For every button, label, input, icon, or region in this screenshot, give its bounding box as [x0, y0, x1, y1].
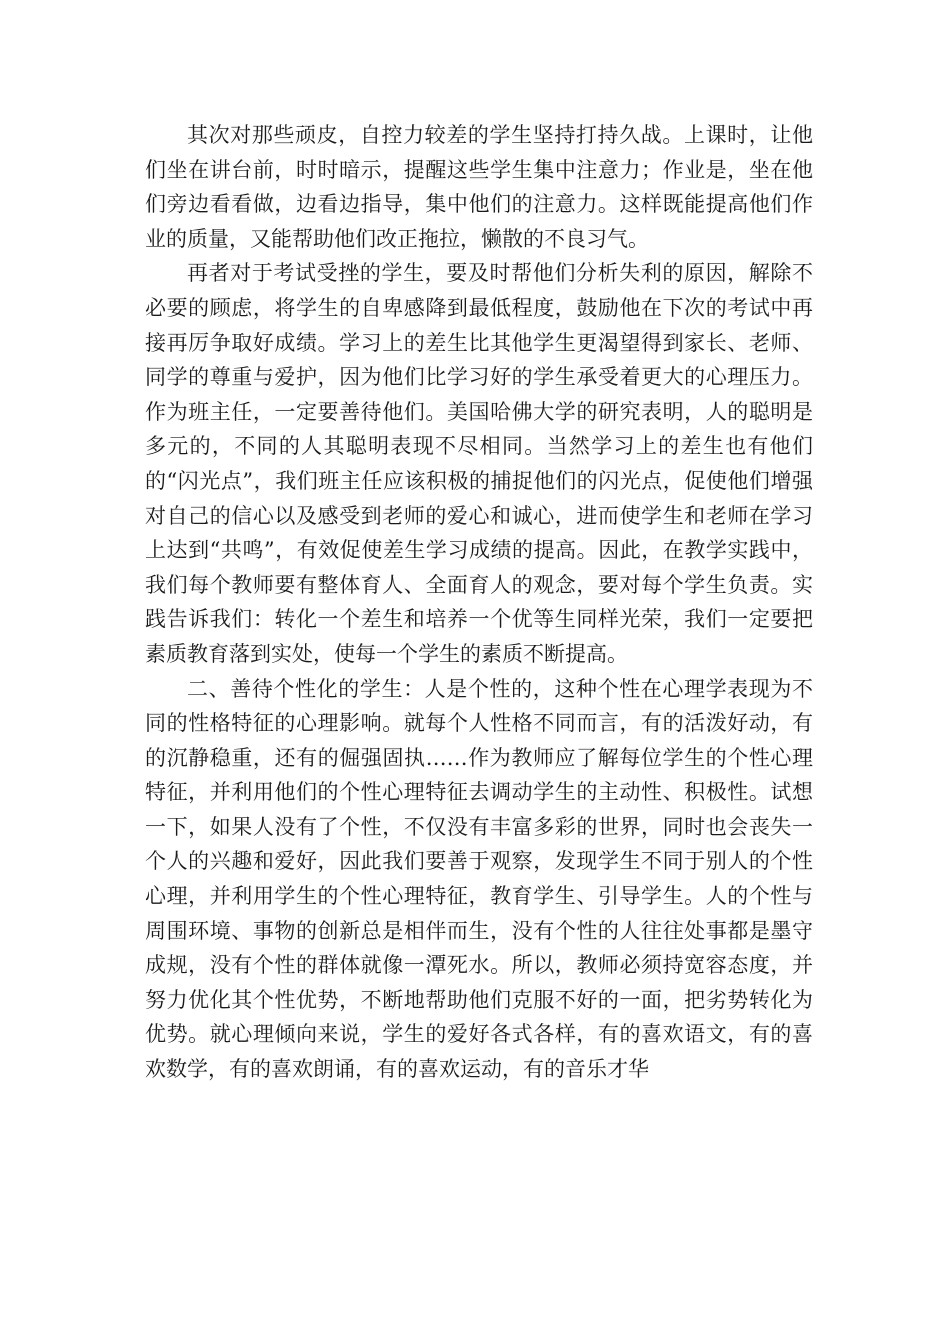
document-body — [145, 118, 813, 1087]
paragraph-individualized-students: 二、善待个性化的学生：人是个性的，这种个性在心理学表现为不同的性格特征的心理影响。就每个人性格不同而言，有的活泼好动，有的沉静稳重，还有的倔强固执……作为教师应了解每位学生的个性心理特征，并利用他们的个性心理特征去调动学生的主动性、积极性。试想一下，如果人没有了个性，不仅没有丰富多彩的世界，同时也会丧失一个人的兴趣和爱好，因此我们要善于观察，发现学生不同于别人的个性心理，并利用学生的个性心理特征，教育学生、引导学生。人的个性与周围环境、事物的创新总是相伴而生，没有个性的人往往处事都是墨守成规，没有个性的群体就像一潭死水。所以，教师必须持宽容态度，并努力优化其个性优势，不断地帮助他们克服不好的一面，把劣势转化为优势。就心理倾向来说，学生的爱好各式各样，有的喜欢语文，有的喜欢数学，有的喜欢朗诵，有的喜欢运动，有的音乐才华 — [145, 676, 813, 1082]
paragraph-persistent-students: 其次对那些顽皮，自控力较差的学生坚持打持久战。上课时，让他们坐在讲台前，时时暗示，提醒这些学生集中注意力；作业是，坐在他们旁边看看做，边看边指导，集中他们的注意力。这样既能提高他们作业的质量，又能帮助他们改正拖拉，懒散的不良习气。 — [145, 123, 813, 251]
paragraph-exam-setback-students: 再者对于考试受挫的学生，要及时帮他们分析失利的原因，解除不必要的顾虑，将学生的自卑感降到最低程度，鼓励他在下次的考试中再接再厉争取好成绩。学习上的差生比其他学生更渴望得到家长、老师、同学的尊重与爱护，因为他们比学习好的学生承受着更大的心理压力。作为班主任，一定要善待他们。美国哈佛大学的研究表明，人的聪明是多元的，不同的人其聪明表现不尽相同。当然学习上的差生也有他们的“闪光点”，我们班主任应该积极的捕捉他们的闪光点，促使他们增强对自己的信心以及感受到老师的爱心和诚心，进而使学生和老师在学习上达到“共鸣”，有效促使差生学习成绩的提高。因此，在教学实践中，我们每个教师要有整体育人、全面育人的观念，要对每个学生负责。实践告诉我们：转化一个差生和培养一个优等生同样光荣，我们一定要把素质教育落到实处，使每一个学生的素质不断提高。 — [145, 261, 813, 666]
